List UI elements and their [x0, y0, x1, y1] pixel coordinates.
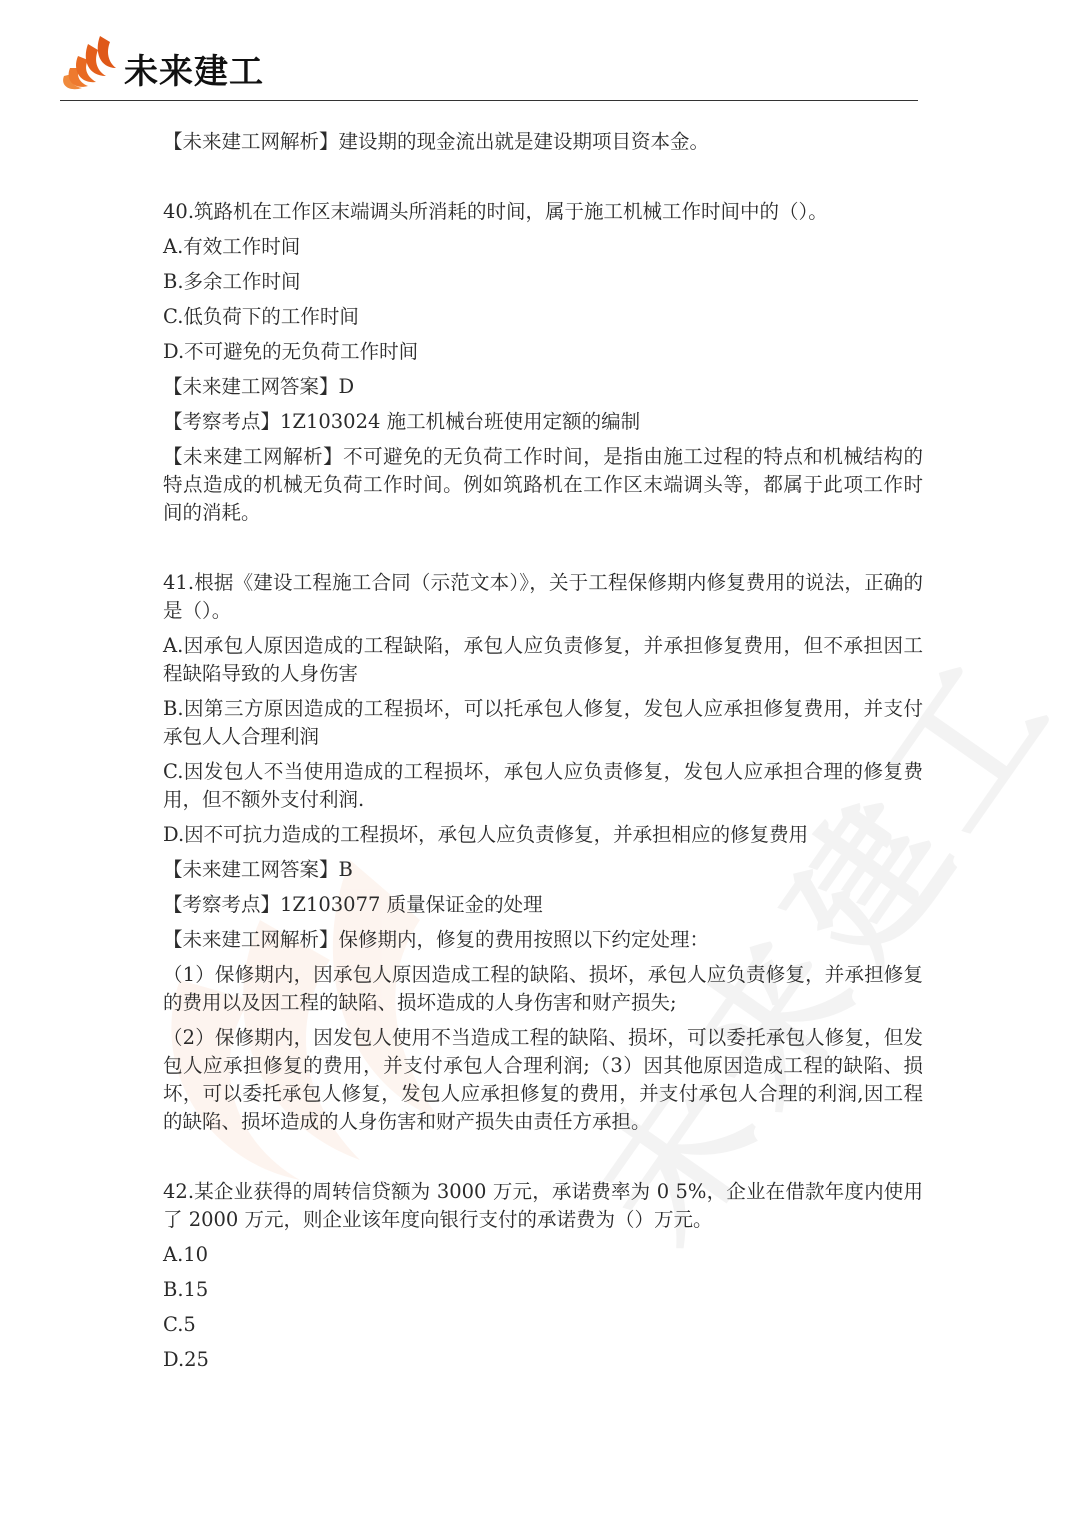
q42-option-c: C.5 — [163, 1313, 196, 1336]
header-divider — [60, 100, 918, 101]
q41-option-d: D.因不可抗力造成的工程损坏，承包人应负责修复，并承担相应的修复费用 — [163, 823, 809, 846]
page-header — [60, 30, 920, 102]
q41-option-a: A.因承包人原因造成的工程缺陷，承包人应负责修复，并承担修复费用，但不承担因工程缺陷导致的人身伤害 — [163, 634, 923, 685]
q41-analysis-2: （2）保修期内，因发包人使用不当造成工程的缺陷、损坏，可以委托承包人修复，但发包人应承担修复的费用，并支付承包人合理利润;（3）因其他原因造成工程的缺陷、损坏，可以委托承包人修复，发包人应承担修复的费用，并支付承包人合理的利润,因工程的缺陷、损坏造成的人身伤害和财产损失由责任方承担。 — [163, 1026, 923, 1133]
q41-point: 【考察考点】1Z103077 质量保证金的处理 — [163, 893, 543, 916]
q40-answer: 【未来建工网答案】D — [163, 375, 355, 398]
q40-option-c: C.低负荷下的工作时间 — [163, 305, 359, 328]
document-body — [163, 128, 923, 1381]
question-40 — [163, 198, 923, 527]
q42-stem: 42.某企业获得的周转信贷额为 3000 万元，承诺费率为 0 5%，企业在借款年度内使用了 2000 万元，则企业该年度向银行支付的承诺费为（）万元。 — [163, 1180, 923, 1231]
q39-analysis: 【未来建工网解析】建设期的现金流出就是建设期项目资本金。 — [163, 130, 710, 153]
flame-logo-icon — [60, 32, 118, 90]
q40-option-d: D.不可避免的无负荷工作时间 — [163, 340, 419, 363]
q41-stem: 41.根据《建设工程施工合同（示范文本）》，关于工程保修期内修复费用的说法，正确的是（）。 — [163, 571, 923, 622]
q41-analysis-1: （1）保修期内，因承包人原因造成工程的缺陷、损坏，承包人应负责修复，并承担修复的费用以及因工程的缺陷、损坏造成的人身伤害和财产损失; — [163, 963, 923, 1014]
q42-option-b: B.15 — [163, 1278, 209, 1301]
q40-option-a: A.有效工作时间 — [163, 235, 301, 258]
question-41 — [163, 569, 923, 1136]
q41-analysis-intro: 【未来建工网解析】保修期内，修复的费用按照以下约定处理： — [163, 928, 710, 951]
q42-option-d: D.25 — [163, 1348, 209, 1371]
q40-option-b: B.多余工作时间 — [163, 270, 301, 293]
q41-option-b: B.因第三方原因造成的工程损坏，可以托承包人修复，发包人应承担修复费用，并支付承包人人合理利润 — [163, 697, 923, 748]
q40-point: 【考察考点】1Z103024 施工机械台班使用定额的编制 — [163, 410, 641, 433]
q40-stem: 40.筑路机在工作区末端调头所消耗的时间，属于施工机械工作时间中的（）。 — [163, 200, 828, 223]
q42-option-a: A.10 — [163, 1243, 209, 1266]
q40-analysis: 【未来建工网解析】不可避免的无负荷工作时间，是指由施工过程的特点和机械结构的特点造成的机械无负荷工作时间。例如筑路机在工作区末端调头等，都属于此项工作时间的消耗。 — [163, 445, 923, 524]
brand-name: 未来建工 — [124, 52, 264, 92]
q41-answer: 【未来建工网答案】B — [163, 858, 353, 881]
question-42 — [163, 1178, 923, 1374]
q41-option-c: C.因发包人不当使用造成的工程损坏，承包人应负责修复，发包人应承担合理的修复费用，但不额外支付利润. — [163, 760, 923, 811]
